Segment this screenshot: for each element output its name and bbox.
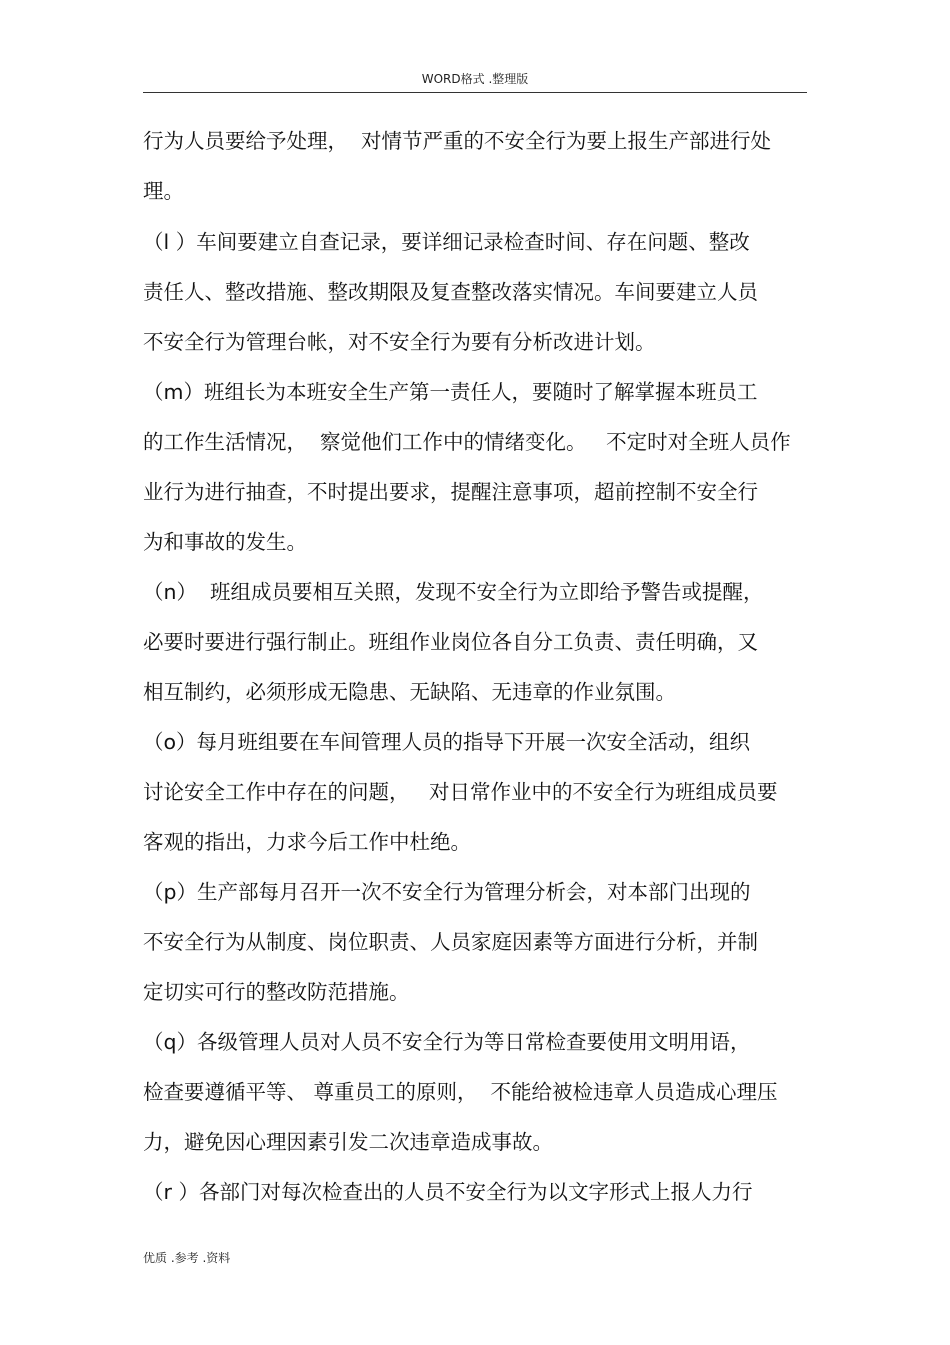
page-header <box>143 70 807 93</box>
body-line: （p）生产部每月召开一次不安全行为管理分析会，对本部门出现的 <box>143 880 751 904</box>
body-line: 不安全行为管理台帐，对不安全行为要有分析改进计划。 <box>143 330 656 354</box>
body-line: 力，避免因心理因素引发二次违章造成事故。 <box>143 1130 553 1154</box>
body-line: 检查要遵循平等、 尊重员工的原则， 不能给被检违章人员造成心理压 <box>143 1080 778 1104</box>
body-line: （n） 班组成员要相互关照，发现不安全行为立即给予警告或提醒， <box>143 580 764 604</box>
body-line: 不安全行为从制度、岗位职责、人员家庭因素等方面进行分析，并制 <box>143 930 758 954</box>
body-line: 客观的指出，力求今后工作中杜绝。 <box>143 830 471 854</box>
body-line: 相互制约，必须形成无隐患、无缺陷、无违章的作业氛围。 <box>143 680 676 704</box>
body-line: 定切实可行的整改防范措施。 <box>143 980 410 1004</box>
body-line: 责任人、整改措施、整改期限及复查整改落实情况。车间要建立人员 <box>143 280 758 304</box>
body-line: 为和事故的发生。 <box>143 530 307 554</box>
body-line: （r ）各部门对每次检查出的人员不安全行为以文字形式上报人力行 <box>143 1180 753 1204</box>
body-line: 必要时要进行强行制止。班组作业岗位各自分工负责、责任明确，又 <box>143 630 758 654</box>
body-line: 的工作生活情况， 察觉他们工作中的情绪变化。 不定时对全班人员作 <box>143 430 791 454</box>
header-title: WORD格式 .整理版 <box>421 72 529 86</box>
body-line: 业行为进行抽查，不时提出要求，提醒注意事项，超前控制不安全行 <box>143 480 758 504</box>
body-line: （o）每月班组要在车间管理人员的指导下开展一次安全活动，组织 <box>143 730 751 754</box>
body-line: （m）班组长为本班安全生产第一责任人，要随时了解掌握本班员工 <box>143 380 758 404</box>
body-line: （l ）车间要建立自查记录，要详细记录检查时间、存在问题、整改 <box>143 230 750 254</box>
body-line: 行为人员要给予处理， 对情节严重的不安全行为要上报生产部进行处 <box>143 129 772 153</box>
body-line: 讨论安全工作中存在的问题， 对日常作业中的不安全行为班组成员要 <box>143 780 778 804</box>
body-line: （q）各级管理人员对人员不安全行为等日常检查要使用文明用语， <box>143 1030 751 1054</box>
page-footer: 优质 .参考 .资料 <box>143 1251 231 1265</box>
body-line: 理。 <box>143 179 184 203</box>
